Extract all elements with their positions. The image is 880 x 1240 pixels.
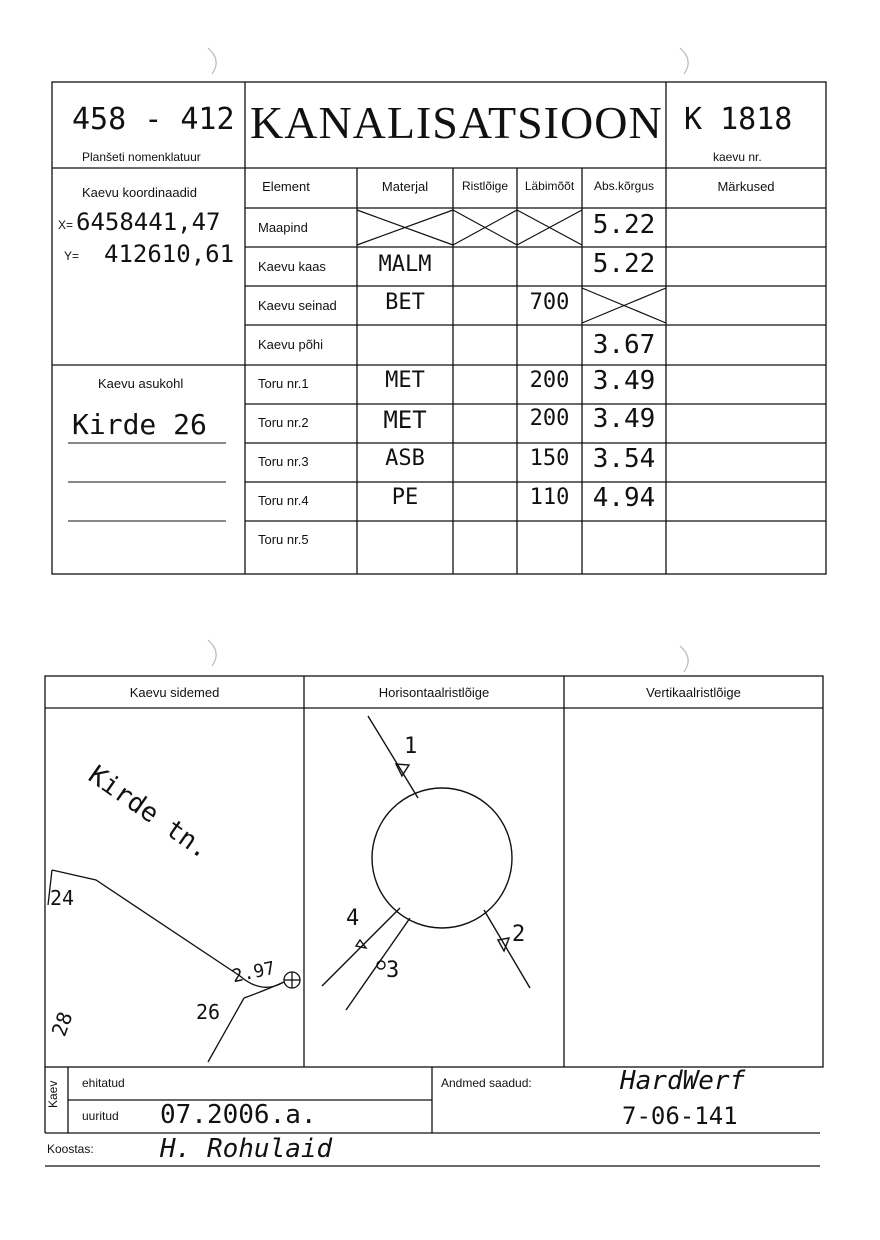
row-abs-height: 5.22	[592, 249, 656, 279]
row-label: Toru nr.5	[258, 532, 309, 547]
compiled-value: H. Rohulaid	[160, 1134, 333, 1164]
header-well-ties: Kaevu sidemed	[129, 685, 220, 700]
pipe-label-3: 3	[386, 958, 400, 983]
row-label: Toru nr.4	[258, 493, 309, 508]
column-header-diameter: Läbimõõt	[524, 179, 575, 193]
row-material: ASB	[385, 446, 425, 471]
compiled-label: Koostas:	[47, 1142, 94, 1156]
building-label-28: 28	[46, 1008, 78, 1040]
row-abs-height: 5.22	[592, 210, 656, 240]
row-abs-height: 3.54	[592, 444, 656, 474]
row-diameter: 150	[529, 446, 570, 471]
row-material: MET	[383, 406, 427, 434]
row-abs-height: 3.49	[592, 366, 656, 396]
x-label: X=	[58, 218, 74, 232]
data-received-label: Andmed saadud:	[441, 1076, 532, 1090]
row-label: Toru nr.1	[258, 376, 309, 391]
well-side-label: Kaev	[46, 1080, 60, 1108]
street-label: Kirde tn.	[82, 760, 216, 866]
row-diameter: 700	[529, 290, 570, 315]
row-label: Toru nr.3	[258, 454, 309, 469]
column-header-abs-height: Abs.kõrgus	[593, 179, 655, 193]
column-header-notes: Märkused	[717, 179, 775, 194]
row-diameter: 200	[529, 406, 570, 431]
row-material: BET	[385, 290, 425, 315]
built-label: ehitatud	[82, 1076, 125, 1090]
pipe-label-2: 2	[512, 922, 526, 947]
row-label: Kaevu kaas	[258, 259, 326, 274]
well-number-label: kaevu nr.	[713, 150, 762, 164]
plan-nomenclature-label: Planšeti nomenklatuur	[82, 150, 201, 164]
tie-distance-label: 2.97	[230, 957, 278, 988]
x-coordinate: 6458441,47	[76, 208, 221, 236]
row-label: Kaevu põhi	[258, 337, 324, 352]
row-material: MALM	[378, 252, 432, 277]
column-header-material: Materjal	[381, 179, 429, 194]
y-coordinate: 412610,61	[104, 240, 235, 268]
location-value: Kirde 26	[72, 408, 207, 441]
surveyed-label: uuritud	[82, 1109, 119, 1123]
plan-nomenclature-value: 458 - 412	[72, 102, 235, 137]
y-label: Y=	[64, 249, 80, 263]
row-diameter: 200	[529, 368, 570, 393]
row-abs-height: 3.49	[592, 404, 656, 434]
row-abs-height: 3.67	[592, 330, 656, 360]
form-title: KANALISATSIOON	[250, 97, 663, 148]
row-diameter: 110	[529, 485, 570, 510]
surveyed-value: 07.2006.a.	[160, 1100, 317, 1130]
data-received-signature: HardWerf	[620, 1066, 746, 1096]
row-material: MET	[385, 368, 425, 393]
row-abs-height: 4.94	[592, 483, 656, 513]
horizontal-section	[322, 716, 530, 1010]
row-label: Toru nr.2	[258, 415, 309, 430]
header-horizontal-section: Horisontaalristlõige	[378, 685, 490, 700]
location-label: Kaevu asukohl	[98, 376, 184, 391]
data-received-date: 7-06-141	[622, 1102, 738, 1130]
well-number-value: K 1818	[684, 102, 793, 137]
row-label: Maapind	[258, 220, 308, 235]
pipe-label-4: 4	[346, 906, 360, 931]
coordinates-label: Kaevu koordinaadid	[82, 185, 197, 200]
row-material: PE	[391, 485, 419, 510]
column-header-element: Element	[262, 179, 310, 194]
building-label-24: 24	[50, 886, 75, 910]
row-label: Kaevu seinad	[258, 298, 337, 313]
column-header-cross-section: Ristlõige	[461, 179, 509, 193]
pipe-label-1: 1	[404, 734, 418, 759]
building-label-26: 26	[196, 1000, 221, 1024]
header-vertical-section: Vertikaalristlõige	[646, 685, 741, 700]
